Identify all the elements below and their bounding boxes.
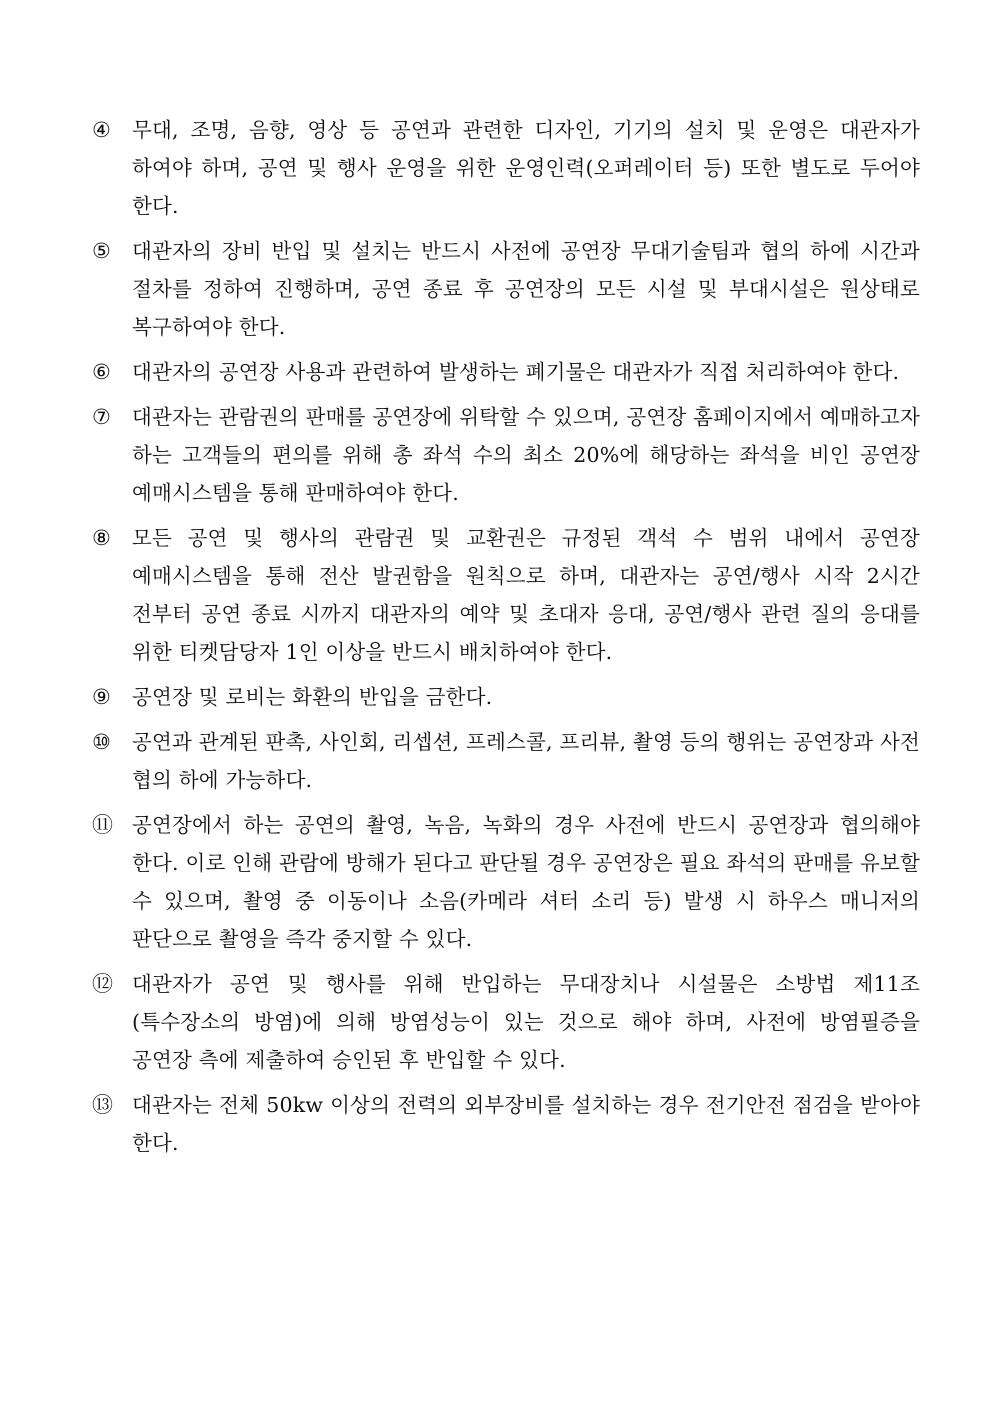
item-number: ⑩: [92, 730, 111, 754]
list-item: [92, 519, 920, 671]
list-item: [92, 232, 920, 346]
regulation-list: [92, 111, 920, 1169]
list-item: [92, 678, 920, 716]
item-text: 대관자는 전체 50kw 이상의 전력의 외부장비를 설치하는 경우 전기안전 점검을 받아야 한다.: [132, 1093, 920, 1155]
item-text: 공연장 및 로비는 화환의 반입을 금한다.: [132, 685, 493, 709]
list-item: [92, 965, 920, 1079]
item-text: 공연장에서 하는 공연의 촬영, 녹음, 녹화의 경우 사전에 반드시 공연장과 협의해야 한다. 이로 인해 관람에 방해가 된다고 판단될 경우 공연장은 필요 좌석의 판매를 유보할 수 있으며, 촬영 중 이동이나 소음(카메라 셔터 소리 등) 발생 시 하우스 매니저의 판단으로 촬영을 즉각 중지할 수 있다.: [132, 813, 920, 951]
list-item: [92, 1086, 920, 1162]
item-number: ⑨: [92, 685, 111, 709]
item-text: 공연과 관계된 판촉, 사인회, 리셉션, 프레스콜, 프리뷰, 촬영 등의 행위는 공연장과 사전 협의 하에 가능하다.: [132, 730, 920, 792]
item-number: ⑦: [92, 405, 111, 429]
list-item: [92, 353, 920, 391]
item-text: 대관자가 공연 및 행사를 위해 반입하는 무대장치나 시설물은 소방법 제11조(특수장소의 방염)에 의해 방염성능이 있는 것으로 해야 하며, 사전에 방염필증을 공연장 측에 제출하여 승인된 후 반입할 수 있다.: [132, 972, 920, 1072]
item-text: 대관자는 관람권의 판매를 공연장에 위탁할 수 있으며, 공연장 홈페이지에서 예매하고자 하는 고객들의 편의를 위해 총 좌석 수의 최소 20%에 해당하는 좌석을 비인 공연장 예매시스템을 통해 판매하여야 한다.: [132, 405, 920, 505]
item-text: 대관자의 공연장 사용과 관련하여 발생하는 폐기물은 대관자가 직접 처리하여야 한다.: [132, 360, 900, 384]
item-number: ⑪: [92, 813, 113, 837]
list-item: [92, 806, 920, 958]
item-number: ④: [92, 118, 111, 142]
item-number: ⑬: [92, 1093, 113, 1117]
item-number: ⑧: [92, 526, 111, 550]
list-item: [92, 111, 920, 225]
list-item: [92, 723, 920, 799]
item-text: 무대, 조명, 음향, 영상 등 공연과 관련한 디자인, 기기의 설치 및 운영은 대관자가 하여야 하며, 공연 및 행사 운영을 위한 운영인력(오퍼레이터 등) 또한 별도로 두어야 한다.: [132, 118, 920, 218]
item-text: 모든 공연 및 행사의 관람권 및 교환권은 규정된 객석 수 범위 내에서 공연장 예매시스템을 통해 전산 발권함을 원칙으로 하며, 대관자는 공연/행사 시작 2시간 전부터 공연 종료 시까지 대관자의 예약 및 초대자 응대, 공연/행사 관련 질의 응대를 위한 티켓담당자 1인 이상을 반드시 배치하여야 한다.: [132, 526, 920, 664]
item-number: ⑤: [92, 239, 111, 263]
item-number: ⑥: [92, 360, 111, 384]
item-text: 대관자의 장비 반입 및 설치는 반드시 사전에 공연장 무대기술팀과 협의 하에 시간과 절차를 정하여 진행하며, 공연 종료 후 공연장의 모든 시설 및 부대시설은 원상태로 복구하여야 한다.: [132, 239, 920, 339]
item-number: ⑫: [92, 972, 113, 996]
list-item: [92, 398, 920, 512]
